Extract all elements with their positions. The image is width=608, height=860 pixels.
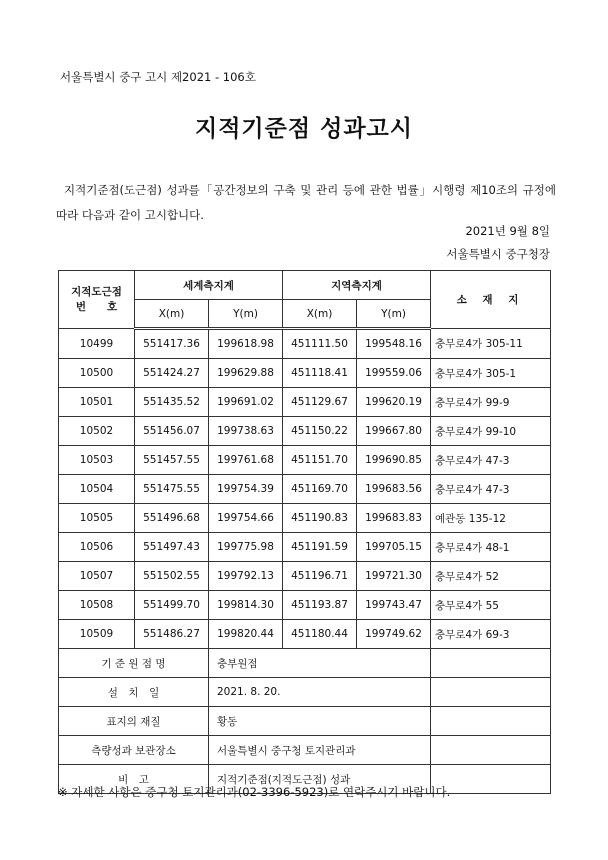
cell-world-x: 551486.27 bbox=[135, 620, 209, 649]
table-row bbox=[59, 591, 551, 620]
info-value: 충부원점 bbox=[209, 649, 431, 678]
cell-location: 충무로4가 99-10 bbox=[431, 417, 551, 446]
cell-local-y: 199683.83 bbox=[357, 504, 431, 533]
cell-location: 충무로4가 305-11 bbox=[431, 329, 551, 359]
footer-note: ※ 자세한 사항은 중구청 토지관리과(02-3396-5923)로 연락주시기 바랍니다. bbox=[58, 785, 451, 799]
cell-location: 충무로4가 69-3 bbox=[431, 620, 551, 649]
cell-world-y: 199629.88 bbox=[209, 359, 283, 388]
cell-location: 충무로4가 305-1 bbox=[431, 359, 551, 388]
table-row bbox=[59, 446, 551, 475]
cell-world-y: 199820.44 bbox=[209, 620, 283, 649]
notice-issuer: 서울특별시 중구청장 bbox=[446, 247, 550, 261]
cell-local-y: 199749.62 bbox=[357, 620, 431, 649]
cell-location: 예관동 135-12 bbox=[431, 504, 551, 533]
cell-local-y: 199721.30 bbox=[357, 562, 431, 591]
column-header-world-datum: 세계측지계 bbox=[135, 271, 283, 300]
cell-local-x: 451169.70 bbox=[283, 475, 357, 504]
info-row bbox=[59, 649, 551, 678]
info-value: 서울특별시 중구청 토지관리과 bbox=[209, 736, 431, 765]
cell-local-x: 451180.44 bbox=[283, 620, 357, 649]
info-label: 설 치 일 bbox=[59, 678, 209, 707]
info-value: 2021. 8. 20. bbox=[209, 678, 431, 707]
column-header-number: 지적도근점 번 호 bbox=[59, 271, 135, 329]
cell-world-x: 551456.07 bbox=[135, 417, 209, 446]
cell-local-x: 451191.59 bbox=[283, 533, 357, 562]
cell-local-x: 451196.71 bbox=[283, 562, 357, 591]
table-row bbox=[59, 562, 551, 591]
cell-local-x: 451150.22 bbox=[283, 417, 357, 446]
info-empty-cell bbox=[431, 707, 551, 736]
cell-world-x: 551497.43 bbox=[135, 533, 209, 562]
cell-world-y: 199738.63 bbox=[209, 417, 283, 446]
cell-world-y: 199792.13 bbox=[209, 562, 283, 591]
cell-local-y: 199620.19 bbox=[357, 388, 431, 417]
cell-local-x: 451129.67 bbox=[283, 388, 357, 417]
cell-world-y: 199691.02 bbox=[209, 388, 283, 417]
cell-local-x: 451151.70 bbox=[283, 446, 357, 475]
cell-world-y: 199754.39 bbox=[209, 475, 283, 504]
cell-local-x: 451190.83 bbox=[283, 504, 357, 533]
cell-location: 충무로4가 47-3 bbox=[431, 446, 551, 475]
cell-local-y: 199690.85 bbox=[357, 446, 431, 475]
cell-local-y: 199705.15 bbox=[357, 533, 431, 562]
cell-point-number: 10503 bbox=[59, 446, 135, 475]
info-empty-cell bbox=[431, 678, 551, 707]
cell-location: 충무로4가 48-1 bbox=[431, 533, 551, 562]
cell-point-number: 10501 bbox=[59, 388, 135, 417]
cell-local-y: 199667.80 bbox=[357, 417, 431, 446]
cell-local-y: 199683.56 bbox=[357, 475, 431, 504]
table-row bbox=[59, 388, 551, 417]
cell-point-number: 10507 bbox=[59, 562, 135, 591]
table-row bbox=[59, 504, 551, 533]
cell-local-y: 199559.06 bbox=[357, 359, 431, 388]
cell-location: 충무로4가 55 bbox=[431, 591, 551, 620]
column-header-location: 소 재 지 bbox=[431, 271, 551, 329]
cell-point-number: 10509 bbox=[59, 620, 135, 649]
cell-world-x: 551435.52 bbox=[135, 388, 209, 417]
cell-location: 충무로4가 47-3 bbox=[431, 475, 551, 504]
cell-local-x: 451111.50 bbox=[283, 329, 357, 359]
cell-world-x: 551496.68 bbox=[135, 504, 209, 533]
cell-world-y: 199618.98 bbox=[209, 329, 283, 359]
info-label: 측량성과 보관장소 bbox=[59, 736, 209, 765]
cell-world-y: 199754.66 bbox=[209, 504, 283, 533]
cell-location: 충무로4가 99-9 bbox=[431, 388, 551, 417]
cell-world-y: 199775.98 bbox=[209, 533, 283, 562]
cell-world-y: 199814.30 bbox=[209, 591, 283, 620]
cell-point-number: 10506 bbox=[59, 533, 135, 562]
info-empty-cell bbox=[431, 649, 551, 678]
table-row bbox=[59, 475, 551, 504]
info-label: 기 준 원 점 명 bbox=[59, 649, 209, 678]
cell-world-x: 551499.70 bbox=[135, 591, 209, 620]
column-header-local-datum: 지역측지계 bbox=[283, 271, 431, 300]
cell-local-y: 199743.47 bbox=[357, 591, 431, 620]
info-value: 지적기준점(지적도근점) 성과 bbox=[209, 765, 431, 794]
info-row bbox=[59, 736, 551, 765]
subheader-local-y: Y(m) bbox=[357, 300, 431, 329]
cell-point-number: 10505 bbox=[59, 504, 135, 533]
cell-world-x: 551502.55 bbox=[135, 562, 209, 591]
notice-body: 지적기준점(도근점) 성과를「공간정보의 구축 및 관리 등에 관한 법률」시행령 제10조의 규정에 따라 다음과 같이 고시합니다. bbox=[56, 183, 556, 222]
cell-point-number: 10499 bbox=[59, 329, 135, 359]
survey-results-table bbox=[58, 270, 551, 794]
cell-world-y: 199761.68 bbox=[209, 446, 283, 475]
cell-point-number: 10500 bbox=[59, 359, 135, 388]
info-label: 비 고 bbox=[59, 765, 209, 794]
table-row bbox=[59, 329, 551, 359]
info-row bbox=[59, 678, 551, 707]
cell-world-x: 551417.36 bbox=[135, 329, 209, 359]
cell-point-number: 10508 bbox=[59, 591, 135, 620]
cell-local-x: 451193.87 bbox=[283, 591, 357, 620]
table-row bbox=[59, 359, 551, 388]
cell-location: 충무로4가 52 bbox=[431, 562, 551, 591]
subheader-world-x: X(m) bbox=[135, 300, 209, 329]
info-value: 황동 bbox=[209, 707, 431, 736]
notice-date: 2021년 9월 8일 bbox=[465, 224, 550, 238]
cell-point-number: 10504 bbox=[59, 475, 135, 504]
info-empty-cell bbox=[431, 736, 551, 765]
cell-world-x: 551424.27 bbox=[135, 359, 209, 388]
table-row bbox=[59, 533, 551, 562]
cell-local-x: 451118.41 bbox=[283, 359, 357, 388]
page-title: 지적기준점 성과고시 bbox=[195, 116, 413, 142]
table-row bbox=[59, 417, 551, 446]
cell-world-x: 551457.55 bbox=[135, 446, 209, 475]
notice-number: 서울특별시 중구 고시 제2021 - 106호 bbox=[60, 70, 256, 84]
info-row bbox=[59, 707, 551, 736]
subheader-world-y: Y(m) bbox=[209, 300, 283, 329]
subheader-local-x: X(m) bbox=[283, 300, 357, 329]
cell-world-x: 551475.55 bbox=[135, 475, 209, 504]
cell-local-y: 199548.16 bbox=[357, 329, 431, 359]
table-row bbox=[59, 620, 551, 649]
cell-point-number: 10502 bbox=[59, 417, 135, 446]
info-label: 표지의 재질 bbox=[59, 707, 209, 736]
